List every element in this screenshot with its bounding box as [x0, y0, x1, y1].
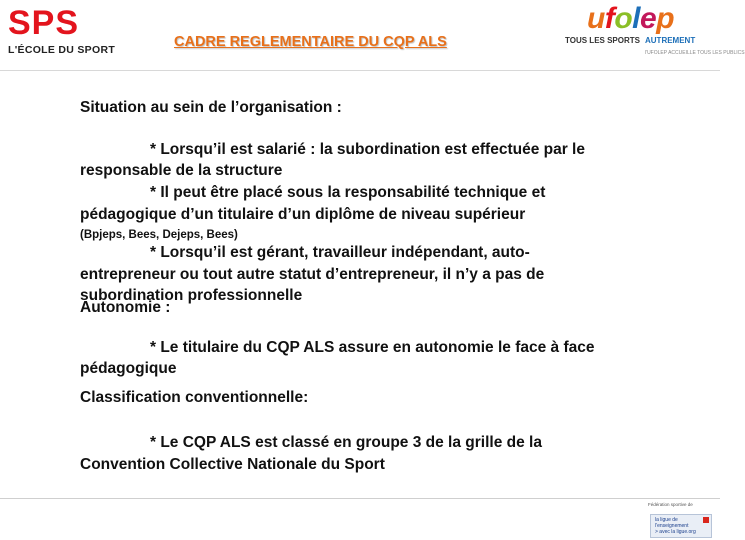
bullet-salarie: * Lorsqu’il est salarié : la subordination est effectuée par le	[150, 141, 585, 158]
bullet-classification: * Le CQP ALS est classé en groupe 3 de la grille de la	[150, 434, 542, 451]
ufolep-letter: l	[632, 2, 640, 35]
diplomas-note: (Bpjeps, Bees, Dejeps, Bees)	[80, 229, 238, 241]
bullet-salarie-cont: responsable de la structure	[80, 162, 283, 179]
ligue-box-line3: > avec la ligue.org	[655, 529, 696, 535]
slide-header	[0, 0, 745, 70]
sps-logo-letters: SPS	[8, 4, 80, 42]
ligue-enseignement-logo	[648, 502, 712, 538]
ufolep-letter: u	[587, 2, 605, 35]
bullet-autonomie: * Le titulaire du CQP ALS assure en autonomie le face à face	[150, 339, 595, 356]
ligue-box	[650, 514, 712, 538]
bullet-classification-cont: Convention Collective Nationale du Sport	[80, 456, 385, 473]
ufolep-letter: o	[614, 2, 633, 35]
bullet-gerant-end: subordination professionnelle	[80, 287, 303, 304]
ufolep-tagline-left: TOUS LES SPORTS	[565, 36, 640, 45]
footer-divider	[0, 498, 720, 499]
sps-logo	[8, 4, 116, 58]
ufolep-letter: p	[656, 2, 675, 35]
ligue-red-mark	[703, 517, 709, 523]
heading-situation: Situation au sein de l’organisation :	[80, 99, 342, 116]
bullet-gerant: * Lorsqu’il est gérant, travailleur indépendant, auto-	[150, 244, 530, 261]
ufolep-tagline-right: AUTREMENT	[645, 36, 696, 45]
ufolep-logo	[565, 2, 745, 68]
slide-title: CADRE REGLEMENTAIRE DU CQP ALS	[174, 34, 447, 50]
bullet-autonomie-cont: pédagogique	[80, 360, 177, 377]
ufolep-logo-word	[587, 2, 674, 36]
header-divider	[0, 70, 720, 71]
ufolep-tiny-text: l'UFOLEP ACCUEILLE TOUS LES PUBLICS	[645, 50, 745, 56]
bullet-gerant-cont: entrepreneur ou tout autre statut d’entrepreneur, il n’y a pas de	[80, 266, 545, 283]
ligue-box-line1: la ligue de	[655, 517, 678, 523]
ligue-box-line2: l'enseignement	[655, 523, 689, 529]
bullet-responsabilite: * Il peut être placé sous la responsabilité technique et	[150, 184, 546, 201]
bullet-responsabilite-cont: pédagogique d’un titulaire d’un diplôme de niveau supérieur	[80, 206, 526, 223]
heading-classification: Classification conventionnelle:	[80, 389, 309, 406]
sps-logo-subtitle: L'ÉCOLE DU SPORT	[8, 44, 116, 56]
heading-autonomie: Autonomie :	[80, 299, 171, 316]
ligue-caption: Fédération sportive de	[648, 502, 693, 507]
ufolep-letter: f	[604, 2, 615, 35]
ligue-box-text	[655, 517, 696, 535]
ufolep-letter: e	[640, 2, 657, 35]
